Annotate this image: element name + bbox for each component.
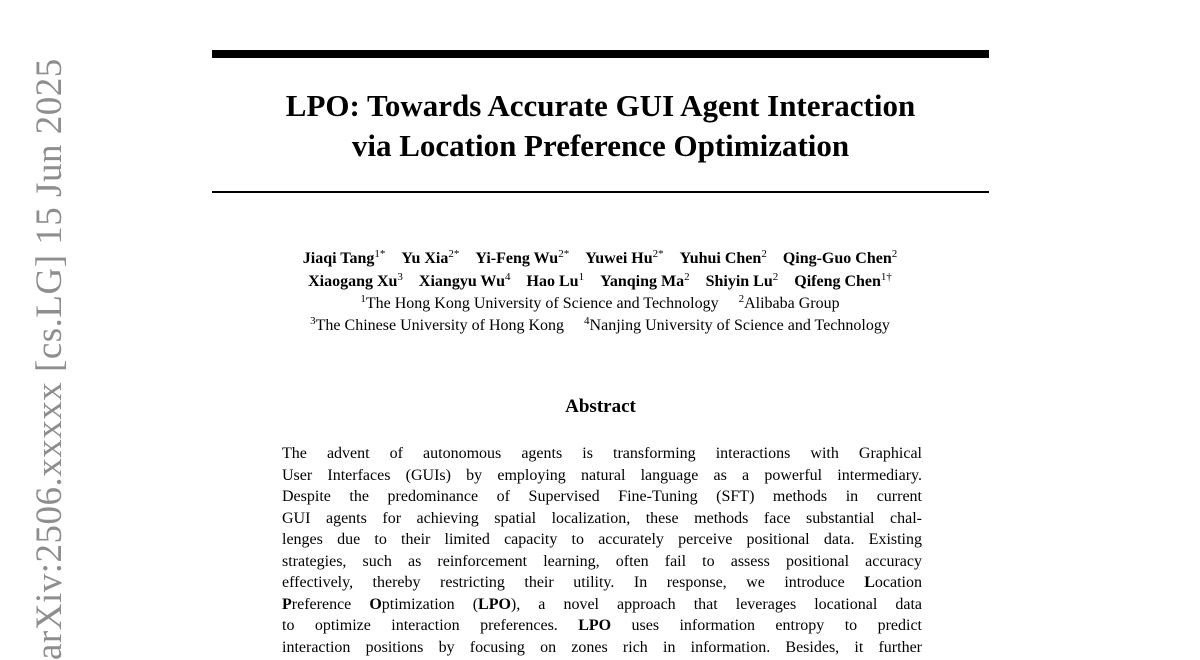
author: Qing-Guo Chen$^2$ <box>782 248 898 267</box>
author: Shiyin Lu$^2$ <box>705 271 779 290</box>
title-bottom-rule <box>212 191 989 193</box>
abstract-line: User Interfaces (GUIs) by employing natural language as a powerful intermediary. <box>282 466 922 484</box>
title-line-1: LPO: Towards Accurate GUI Agent Interaction <box>285 88 916 123</box>
author: Jiaqi Tang$^{1*}$ <box>302 248 386 267</box>
author: Xiaogang Xu$^3$ <box>308 271 403 290</box>
abstract-line: strategies, such as reinforcement learning, often fail to assess positional accuracy <box>282 552 922 570</box>
abstract-line: effectively, thereby restricting their utility. In response, we introduce Location <box>282 574 922 591</box>
author: Yuhui Chen$^2$ <box>679 248 767 267</box>
affiliation: $^1$The Hong Kong University of Science and Technology <box>360 293 719 312</box>
title-line-2: via Location Preference Optimization <box>351 128 850 163</box>
abstract-line: The advent of autonomous agents is transforming interactions with Graphical <box>282 445 922 462</box>
abstract-line: GUI agents for achieving spatial localization, these methods face substantial chal- <box>282 509 922 527</box>
author: Hao Lu$^1$ <box>526 271 585 290</box>
abstract-heading: Abstract <box>565 396 636 417</box>
abstract-body <box>282 443 922 658</box>
abstract-line: Despite the predominance of Supervised Fine-Tuning (SFT) methods in current <box>282 488 922 505</box>
author-line-1 <box>150 247 1050 270</box>
affiliation-line-2 <box>150 315 1050 337</box>
author-line-2 <box>150 270 1050 293</box>
affiliation-line-1 <box>150 293 1050 315</box>
author: Yi-Feng $Wu^{2*}$ <box>475 248 570 267</box>
abstract-line: to optimize interaction preferences. LPO uses information entropy to predict <box>282 617 923 634</box>
author: Yanqing Ma$^2$ <box>600 271 690 290</box>
author: Yu Xia$^{2*}$ <box>401 248 460 267</box>
author-block <box>150 247 1050 337</box>
affiliation: $^3$The Chinese University of Hong Kong <box>310 315 565 334</box>
affiliation: $^2$Alibaba Group <box>738 293 840 312</box>
abstract-line: interaction positions by focusing on zones rich in information. Besides, it further <box>282 638 922 656</box>
author: Yuwei $Hu^{2*}$ <box>585 248 664 267</box>
affiliation: $^4$Nanjing University of Science and Technology <box>584 315 890 334</box>
abstract-line: lenges due to their limited capacity to accurately perceive positional data. Existing <box>282 531 922 548</box>
title-top-rule <box>212 50 989 58</box>
author: Qifeng Chen$^{1\dagger}$ <box>794 271 892 290</box>
paper-title <box>212 86 989 166</box>
author: Xiangyu Wu$^4$ <box>418 271 511 290</box>
arxiv-identifier-stamp: arXiv:2506.xxxxx [cs.LG] 15 Jun 2025 <box>29 58 70 660</box>
abstract-line: Preference Optimization (LPO), a novel approach that leverages locational data <box>282 595 922 613</box>
